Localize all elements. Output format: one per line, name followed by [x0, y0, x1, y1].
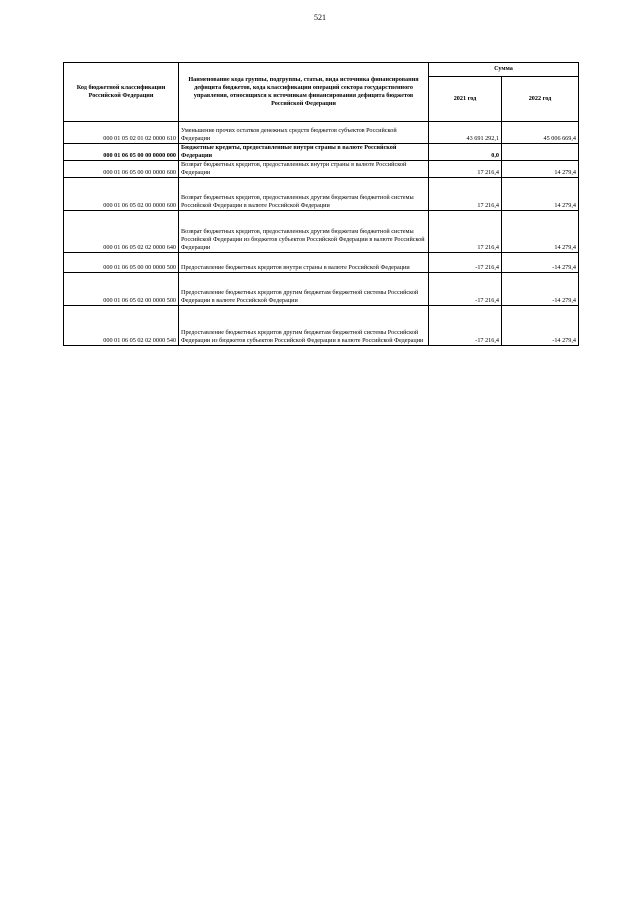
row-name: Возврат бюджетных кредитов, предоставленных другим бюджетам бюджетной системы Российской Федерации в валюте Российской Федерации	[179, 178, 429, 211]
row-code: 000 01 05 02 01 02 0000 610	[64, 122, 179, 144]
table-row	[64, 273, 579, 306]
row-value-2021: 0,0	[429, 144, 502, 161]
row-code: 000 01 06 05 02 02 0000 640	[64, 211, 179, 253]
row-value-2022: 14 279,4	[502, 211, 579, 253]
table-row	[64, 306, 579, 346]
row-value-2022: 14 279,4	[502, 161, 579, 178]
table-row	[64, 178, 579, 211]
row-value-2022: -14 279,4	[502, 306, 579, 346]
row-value-2021: 17 216,4	[429, 178, 502, 211]
row-value-2021: -17 216,4	[429, 306, 502, 346]
table-row	[64, 253, 579, 273]
row-name: Предоставление бюджетных кредитов другим бюджетам бюджетной системы Российской Федерации в валюте Российской Федерации	[179, 273, 429, 306]
row-value-2022: -14 279,4	[502, 273, 579, 306]
header-code: Код бюджетной классификации Российской Федерации	[64, 63, 179, 122]
row-code: 000 01 06 05 02 00 0000 500	[64, 273, 179, 306]
row-code: 000 01 06 05 00 00 0000 600	[64, 161, 179, 178]
row-name: Предоставление бюджетных кредитов внутри страны в валюте Российской Федерации	[179, 253, 429, 273]
budget-sources-table	[63, 62, 579, 346]
row-name: Возврат бюджетных кредитов, предоставленных внутри страны в валюте Российской Федерации	[179, 161, 429, 178]
row-value-2021: 43 691 292,1	[429, 122, 502, 144]
row-name: Уменьшение прочих остатков денежных средств бюджетов субъектов Российской Федерации	[179, 122, 429, 144]
header-sum: Сумма	[429, 63, 579, 77]
row-value-2021: -17 216,4	[429, 253, 502, 273]
table-row	[64, 144, 579, 161]
page-number: 521	[314, 13, 326, 22]
row-value-2021: 17 216,4	[429, 211, 502, 253]
row-code: 000 01 06 05 02 00 0000 600	[64, 178, 179, 211]
row-name: Возврат бюджетных кредитов, предоставленных другим бюджетам бюджетной системы Российской Федерации из бюджетов субъектов Российской Федерации в валюте Российской Федерации	[179, 211, 429, 253]
header-year-2022: 2022 год	[502, 77, 579, 122]
row-name: Предоставление бюджетных кредитов другим бюджетам бюджетной системы Российской Федерации из бюджетов субъектов Российской Федерации в валюте Российской Федерации	[179, 306, 429, 346]
header-name: Наименование кода группы, подгруппы, статьи, вида источника финансирования дефицита бюджетов, кода классификации операций сектора государственного управления, относящихся к источникам финансирования дефицита бюджетов Российской Федерации	[179, 63, 429, 122]
row-name: Бюджетные кредиты, предоставленные внутри страны в валюте Российской Федерации	[179, 144, 429, 161]
table-row	[64, 161, 579, 178]
row-value-2022: 14 279,4	[502, 178, 579, 211]
row-code: 000 01 06 05 02 02 0000 540	[64, 306, 179, 346]
row-value-2022	[502, 144, 579, 161]
row-value-2022: 45 006 669,4	[502, 122, 579, 144]
row-value-2021: 17 216,4	[429, 161, 502, 178]
row-value-2021: -17 216,4	[429, 273, 502, 306]
row-code: 000 01 06 05 00 00 0000 000	[64, 144, 179, 161]
row-value-2022: -14 279,4	[502, 253, 579, 273]
table-row	[64, 211, 579, 253]
header-year-2021: 2021 год	[429, 77, 502, 122]
row-code: 000 01 06 05 00 00 0000 500	[64, 253, 179, 273]
table-row	[64, 122, 579, 144]
